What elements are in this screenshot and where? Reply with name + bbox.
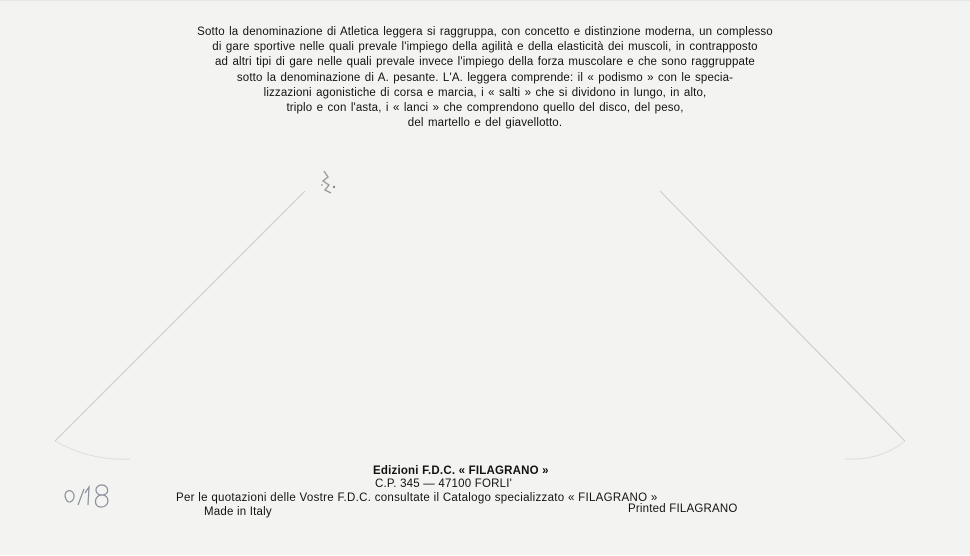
made-in-label: Made in Italy <box>204 506 272 518</box>
left-flap-edge <box>55 191 305 441</box>
publisher-name: Edizioni F.D.C. « FILAGRANO » <box>373 465 549 477</box>
ink-smudge <box>312 163 352 203</box>
right-flap-edge <box>660 191 905 441</box>
description-line: di gare sportive nelle quali prevale l'impiego della agilità e della elasticità dei muscoli, in contrapposto <box>212 41 758 54</box>
catalog-note: Per le quotazioni delle Vostre F.D.C. consultate il Catalogo specializzato « FILAGRANO » <box>176 492 658 504</box>
description-line: del martello e del giavellotto. <box>407 117 563 130</box>
description-line: lizzazioni agonistiche di corsa e marcia, i « salti » che si dividono in lungo, in alto, <box>263 86 707 99</box>
description-line: triplo e con l'asta, i « lanci » che comprendono quello del disco, del peso, <box>286 102 684 115</box>
bottom-flap-edge-left <box>55 441 130 459</box>
printed-by-label: Printed FILAGRANO <box>628 503 738 515</box>
pencil-note <box>58 475 118 515</box>
athletics-description <box>100 25 870 131</box>
publisher-address: C.P. 345 — 47100 FORLI' <box>375 478 512 490</box>
description-line: Sotto la denominazione di Atletica leggera si raggruppa, con concetto e distinzione moderna, un complesso <box>197 26 773 38</box>
description-line: ad altri tipi di gare nelle quali prevale invece l'impiego della forza muscolare e che sono raggruppate <box>215 56 755 69</box>
bottom-flap-edge-right <box>845 441 905 459</box>
description-line: sotto la denominazione di A. pesante. L'A. leggera comprende: il « podismo » con le specia- <box>236 71 734 84</box>
